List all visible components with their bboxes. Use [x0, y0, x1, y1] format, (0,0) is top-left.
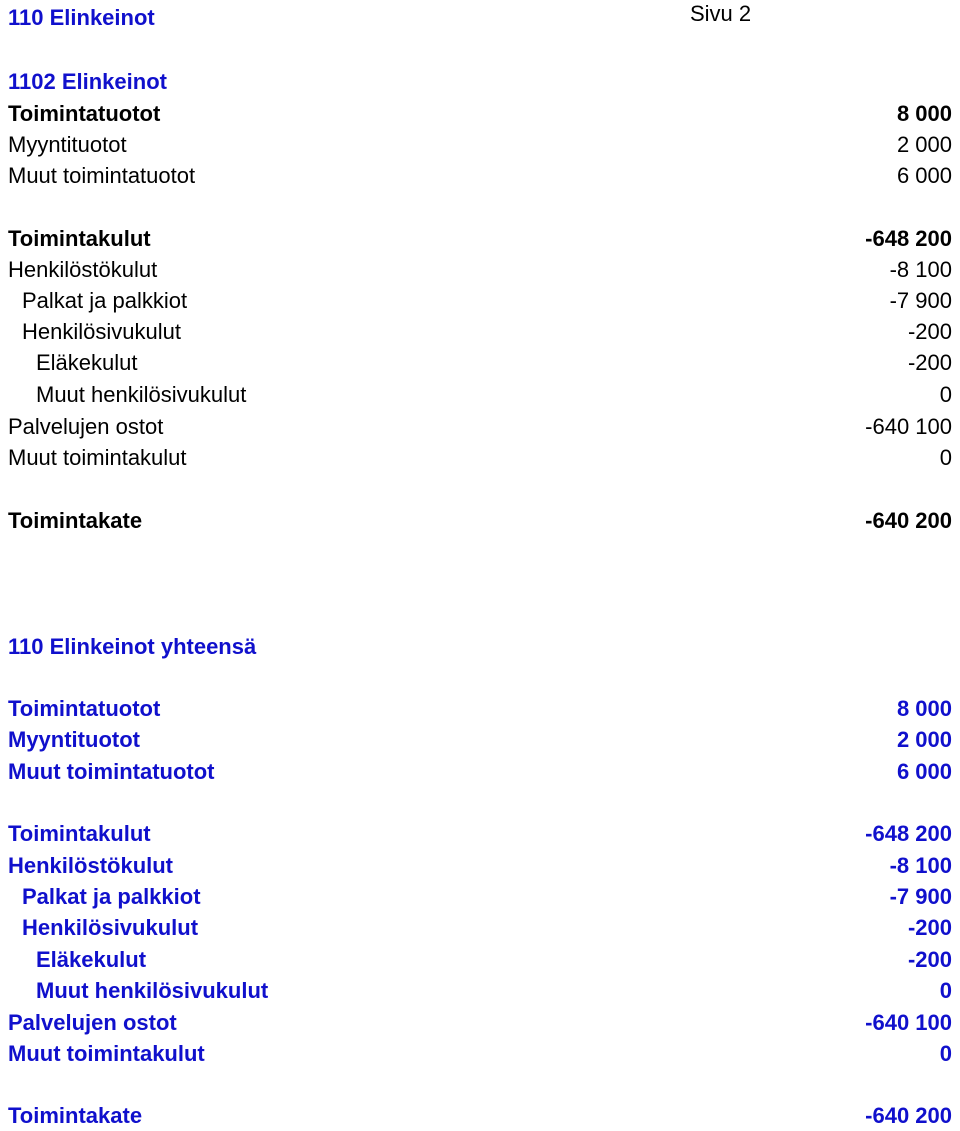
- row-label: Henkilöstökulut: [8, 257, 158, 282]
- row-value: -200: [907, 915, 952, 940]
- row-value: 6 000: [896, 759, 952, 784]
- row-label: Muut henkilösivukulut: [36, 978, 269, 1003]
- row-label: Palkat ja palkkiot: [22, 884, 201, 909]
- table-row-toimintakate: [8, 1100, 952, 1131]
- table-row-toimintakulut: [8, 818, 952, 849]
- table-row-muut-henkilosivukulut: [8, 975, 952, 1006]
- row-value: -640 200: [865, 1103, 952, 1128]
- table-row-myyntituotot: [8, 724, 952, 755]
- table-row-palvelujen-ostot: [8, 1007, 952, 1038]
- row-value: -200: [907, 350, 952, 375]
- row-label: Toimintakate: [8, 508, 143, 533]
- table-row-palvelujen-ostot: [8, 411, 952, 442]
- table-row-toimintatuotot: [8, 693, 952, 724]
- row-value: 6 000: [896, 163, 952, 188]
- table-row-henkilosivukulut: [8, 912, 952, 943]
- row-label: Toimintakulut: [8, 821, 151, 846]
- row-value: -648 200: [865, 821, 952, 846]
- row-label: Myyntituotot: [8, 727, 140, 752]
- row-value: -648 200: [865, 226, 952, 251]
- row-label: Henkilöstökulut: [8, 853, 174, 878]
- table-row-toimintatuotot: [8, 98, 952, 129]
- row-value: -640 100: [865, 414, 952, 439]
- table-row-toimintakulut: [8, 223, 952, 254]
- section-heading: 110 Elinkeinot yhteensä: [8, 634, 257, 659]
- table-row-myyntituotot: [8, 129, 952, 160]
- row-value: 8 000: [896, 101, 952, 126]
- row-label: Palvelujen ostot: [8, 414, 164, 439]
- row-value: -640 100: [865, 1010, 952, 1035]
- row-value: 2 000: [896, 727, 952, 752]
- row-label: Muut toimintakulut: [8, 1041, 205, 1066]
- page-title: 110 Elinkeinot: [8, 5, 155, 30]
- table-row-henkilostokulut: [8, 254, 952, 285]
- row-value: -8 100: [889, 257, 952, 282]
- row-label: Eläkekulut: [36, 947, 147, 972]
- row-label: Toimintakulut: [8, 226, 151, 251]
- table-row-muut-toimintatuotot: [8, 160, 952, 191]
- table-row-henkilostokulut: [8, 850, 952, 881]
- row-label: Muut toimintakulut: [8, 445, 187, 470]
- row-value: -640 200: [865, 508, 952, 533]
- row-label: Henkilösivukulut: [22, 319, 181, 344]
- row-value: 0: [939, 978, 952, 1003]
- table-row-muut-toimintakulut: [8, 1038, 952, 1069]
- row-label: Palvelujen ostot: [8, 1010, 177, 1035]
- row-value: -8 100: [889, 853, 952, 878]
- table-row-elakekulut: [8, 944, 952, 975]
- section-heading: 1102 Elinkeinot: [8, 69, 167, 94]
- row-label: Toimintatuotot: [8, 101, 161, 126]
- row-label: Henkilösivukulut: [22, 915, 199, 940]
- row-label: Palkat ja palkkiot: [22, 288, 188, 313]
- table-row-muut-henkilosivukulut: [8, 379, 952, 410]
- row-label: Toimintatuotot: [8, 696, 161, 721]
- row-value: 2 000: [896, 132, 952, 157]
- row-value: 0: [939, 1041, 952, 1066]
- row-label: Muut henkilösivukulut: [36, 382, 247, 407]
- row-value: -7 900: [889, 288, 952, 313]
- table-row-palkat: [8, 285, 952, 316]
- table-row-elakekulut: [8, 347, 952, 378]
- row-value: 0: [939, 382, 952, 407]
- row-label: Eläkekulut: [36, 350, 138, 375]
- row-label: Toimintakate: [8, 1103, 143, 1128]
- row-label: Muut toimintatuotot: [8, 163, 196, 188]
- table-row-palkat: [8, 881, 952, 912]
- row-value: -200: [907, 947, 952, 972]
- row-value: 0: [939, 445, 952, 470]
- row-value: -200: [907, 319, 952, 344]
- table-row-toimintakate: [8, 505, 952, 536]
- table-row-henkilosivukulut: [8, 316, 952, 347]
- table-row-muut-toimintakulut: [8, 442, 952, 473]
- row-value: 8 000: [896, 696, 952, 721]
- page-number: Sivu 2: [690, 1, 752, 26]
- row-value: -7 900: [889, 884, 952, 909]
- row-label: Myyntituotot: [8, 132, 127, 157]
- table-row-muut-toimintatuotot: [8, 756, 952, 787]
- row-label: Muut toimintatuotot: [8, 759, 215, 784]
